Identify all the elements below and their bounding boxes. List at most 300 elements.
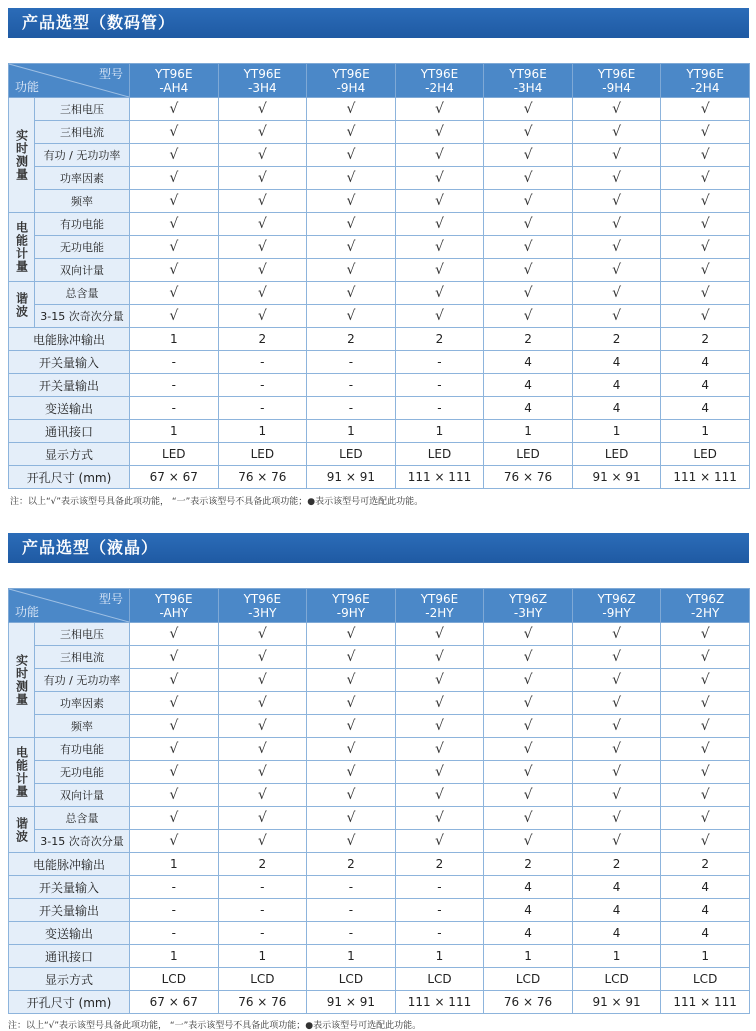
table-row [9, 98, 750, 121]
value-cell: 4 [484, 351, 573, 374]
model-suffix: -3HY [513, 605, 543, 620]
check-cell: √ [130, 144, 219, 167]
check-cell: √ [307, 715, 396, 738]
value-cell: 2 [395, 853, 484, 876]
check-cell: √ [395, 738, 484, 761]
model-series: YT96E [332, 591, 370, 606]
model-header [218, 589, 307, 623]
model-series: YT96E [243, 591, 282, 606]
check-cell: √ [218, 830, 307, 853]
row-label: 开孔尺寸 (mm) [9, 466, 130, 489]
value-cell: 4 [484, 374, 573, 397]
table-row [9, 945, 750, 968]
model-header [130, 64, 219, 98]
check-cell: √ [218, 761, 307, 784]
check-cell: √ [572, 738, 661, 761]
check-cell: √ [307, 807, 396, 830]
row-label: 三相电流 [35, 646, 130, 669]
check-cell: √ [218, 282, 307, 305]
model-header [395, 64, 484, 98]
model-suffix: -3H4 [248, 80, 277, 95]
check-cell: √ [218, 692, 307, 715]
row-label: 开关量输入 [9, 351, 130, 374]
check-cell: √ [395, 646, 484, 669]
check-cell: √ [130, 830, 219, 853]
value-cell: - [218, 374, 307, 397]
check-cell: √ [395, 692, 484, 715]
value-cell: - [218, 899, 307, 922]
table-row [9, 167, 750, 190]
group-name: 实时测量 [14, 129, 29, 181]
check-cell: √ [218, 190, 307, 213]
table-row [9, 121, 750, 144]
value-cell: 4 [572, 351, 661, 374]
row-label: 3-15 次奇次分量 [35, 305, 130, 328]
value-cell: 2 [218, 853, 307, 876]
value-cell: 1 [307, 420, 396, 443]
row-label: 三相电流 [35, 121, 130, 144]
row-label: 开关量输出 [9, 899, 130, 922]
group-name: 电能计量 [14, 221, 29, 273]
row-label: 电能脉冲输出 [9, 328, 130, 351]
value-cell: 1 [484, 945, 573, 968]
check-cell: √ [484, 830, 573, 853]
row-label: 总含量 [35, 282, 130, 305]
check-cell: √ [484, 807, 573, 830]
value-cell: - [218, 876, 307, 899]
row-label: 开关量输入 [9, 876, 130, 899]
table-row [9, 259, 750, 282]
check-cell: √ [395, 144, 484, 167]
check-cell: √ [218, 144, 307, 167]
group-label [9, 807, 35, 853]
model-header [484, 589, 573, 623]
check-cell: √ [661, 807, 750, 830]
check-cell: √ [130, 715, 219, 738]
table-row [9, 876, 750, 899]
table-row [9, 190, 750, 213]
table-row [9, 328, 750, 351]
check-cell: √ [572, 167, 661, 190]
value-cell: 67 × 67 [130, 466, 219, 489]
check-cell: √ [572, 692, 661, 715]
model-suffix: -9H4 [336, 80, 366, 95]
value-cell: LED [661, 443, 750, 466]
check-cell: √ [484, 669, 573, 692]
value-cell: - [307, 397, 396, 420]
value-cell: - [130, 374, 219, 397]
value-cell: 1 [395, 420, 484, 443]
value-cell: 91 × 91 [307, 991, 396, 1014]
check-cell: √ [130, 236, 219, 259]
check-cell: √ [484, 692, 573, 715]
value-cell: 2 [484, 853, 573, 876]
group-label [9, 623, 35, 738]
row-label: 有功电能 [35, 738, 130, 761]
value-cell: LED [218, 443, 307, 466]
check-cell: √ [130, 646, 219, 669]
check-cell: √ [572, 259, 661, 282]
check-cell: √ [130, 259, 219, 282]
model-suffix: -3H4 [513, 80, 543, 95]
table-row [9, 991, 750, 1014]
check-cell: √ [661, 715, 750, 738]
value-cell: - [130, 397, 219, 420]
check-cell: √ [307, 305, 396, 328]
check-cell: √ [307, 259, 396, 282]
check-cell: √ [130, 623, 219, 646]
value-cell: LCD [307, 968, 396, 991]
value-cell: 2 [661, 853, 750, 876]
table-row [9, 922, 750, 945]
table-row [9, 830, 750, 853]
footnote: 注：以上“√”表示该型号具备此项功能， “一”表示该型号不具备此项功能；●表示该型号可选配此功能。 [10, 497, 424, 507]
check-cell: √ [395, 305, 484, 328]
value-cell: 76 × 76 [484, 466, 573, 489]
value-cell: 111 × 111 [661, 466, 750, 489]
value-cell: 1 [661, 420, 750, 443]
value-cell: 1 [395, 945, 484, 968]
value-cell: - [130, 922, 219, 945]
check-cell: √ [130, 190, 219, 213]
table-row [9, 623, 750, 646]
header-corner [9, 64, 130, 98]
check-cell: √ [218, 236, 307, 259]
selection-table [8, 63, 750, 489]
value-cell: 76 × 76 [218, 991, 307, 1014]
check-cell: √ [130, 98, 219, 121]
check-cell: √ [130, 121, 219, 144]
check-cell: √ [661, 830, 750, 853]
row-label: 变送输出 [9, 922, 130, 945]
check-cell: √ [218, 623, 307, 646]
table-row [9, 236, 750, 259]
check-cell: √ [572, 144, 661, 167]
value-cell: 4 [661, 397, 750, 420]
check-cell: √ [572, 715, 661, 738]
check-cell: √ [307, 144, 396, 167]
check-cell: √ [484, 121, 573, 144]
check-cell: √ [661, 692, 750, 715]
check-cell: √ [661, 213, 750, 236]
table-row [9, 807, 750, 830]
check-cell: √ [307, 213, 396, 236]
header-corner [9, 589, 130, 623]
group-label [9, 738, 35, 807]
check-cell: √ [484, 259, 573, 282]
table-row [9, 899, 750, 922]
check-cell: √ [572, 646, 661, 669]
value-cell: 1 [484, 420, 573, 443]
value-cell: LCD [218, 968, 307, 991]
row-label: 有功 / 无功功率 [35, 144, 130, 167]
check-cell: √ [484, 236, 573, 259]
value-cell: 2 [661, 328, 750, 351]
section-title: 产品选型（液晶） [8, 533, 749, 563]
header-model-label: 型号 [98, 592, 123, 606]
check-cell: √ [395, 623, 484, 646]
value-cell: 4 [484, 876, 573, 899]
header-model-label: 型号 [98, 67, 123, 81]
value-cell: - [395, 876, 484, 899]
check-cell: √ [572, 761, 661, 784]
model-header [572, 64, 661, 98]
check-cell: √ [395, 669, 484, 692]
table-row [9, 646, 750, 669]
check-cell: √ [661, 738, 750, 761]
check-cell: √ [218, 715, 307, 738]
value-cell: 4 [661, 922, 750, 945]
check-cell: √ [572, 784, 661, 807]
table-row [9, 282, 750, 305]
value-cell: - [218, 922, 307, 945]
row-label: 显示方式 [9, 443, 130, 466]
value-cell: 2 [572, 328, 661, 351]
header-func-label: 功能 [15, 80, 40, 94]
model-series: YT96Z [597, 591, 636, 606]
check-cell: √ [572, 98, 661, 121]
check-cell: √ [484, 784, 573, 807]
row-label: 频率 [35, 715, 130, 738]
model-series: YT96E [155, 66, 193, 81]
table-row [9, 397, 750, 420]
check-cell: √ [307, 167, 396, 190]
check-cell: √ [661, 144, 750, 167]
value-cell: - [307, 899, 396, 922]
value-cell: 1 [307, 945, 396, 968]
value-cell: 4 [661, 374, 750, 397]
value-cell: LED [307, 443, 396, 466]
check-cell: √ [218, 784, 307, 807]
check-cell: √ [484, 305, 573, 328]
value-cell: - [395, 397, 484, 420]
check-cell: √ [218, 259, 307, 282]
model-suffix: -2H4 [690, 80, 720, 95]
row-label: 有功电能 [35, 213, 130, 236]
value-cell: 76 × 76 [218, 466, 307, 489]
check-cell: √ [307, 784, 396, 807]
model-header [572, 589, 661, 623]
group-name: 实时测量 [14, 654, 29, 706]
row-label: 电能脉冲输出 [9, 853, 130, 876]
row-label: 频率 [35, 190, 130, 213]
check-cell: √ [130, 282, 219, 305]
check-cell: √ [572, 282, 661, 305]
model-suffix: -9H4 [602, 80, 631, 95]
check-cell: √ [661, 121, 750, 144]
table-row [9, 351, 750, 374]
model-header [307, 589, 396, 623]
check-cell: √ [218, 98, 307, 121]
value-cell: LED [395, 443, 484, 466]
model-suffix: -2HY [425, 605, 454, 620]
value-cell: 4 [484, 397, 573, 420]
group-label [9, 213, 35, 282]
value-cell: 2 [572, 853, 661, 876]
model-header [484, 64, 573, 98]
value-cell: 4 [661, 899, 750, 922]
model-header [307, 64, 396, 98]
model-series: YT96E [155, 591, 193, 606]
table-row [9, 761, 750, 784]
check-cell: √ [130, 807, 219, 830]
check-cell: √ [484, 213, 573, 236]
group-name: 谐波 [14, 291, 29, 318]
value-cell: LCD [130, 968, 219, 991]
model-series: YT96E [686, 66, 724, 81]
value-cell: 67 × 67 [130, 991, 219, 1014]
value-cell: 4 [572, 922, 661, 945]
check-cell: √ [307, 282, 396, 305]
model-header [218, 64, 307, 98]
value-cell: - [395, 351, 484, 374]
value-cell: - [130, 899, 219, 922]
value-cell: 4 [484, 899, 573, 922]
value-cell: 1 [130, 328, 219, 351]
row-label: 3-15 次奇次分量 [35, 830, 130, 853]
table-row [9, 784, 750, 807]
value-cell: 1 [130, 945, 219, 968]
value-cell: - [307, 922, 396, 945]
spacer [8, 563, 749, 588]
table-row [9, 738, 750, 761]
model-suffix: -2H4 [425, 80, 454, 95]
value-cell: - [307, 876, 396, 899]
value-cell: LCD [572, 968, 661, 991]
row-label: 三相电压 [35, 98, 130, 121]
model-header [395, 589, 484, 623]
table-row [9, 144, 750, 167]
check-cell: √ [661, 784, 750, 807]
check-cell: √ [572, 305, 661, 328]
check-cell: √ [130, 761, 219, 784]
table-row [9, 968, 750, 991]
value-cell: - [130, 876, 219, 899]
value-cell: 4 [572, 374, 661, 397]
value-cell: 1 [572, 945, 661, 968]
value-cell: 4 [572, 397, 661, 420]
check-cell: √ [484, 623, 573, 646]
row-label: 双向计量 [35, 784, 130, 807]
section-title: 产品选型（数码管） [8, 8, 749, 38]
value-cell: 91 × 91 [572, 991, 661, 1014]
header-func-label: 功能 [15, 605, 40, 619]
value-cell: 2 [218, 328, 307, 351]
check-cell: √ [130, 213, 219, 236]
check-cell: √ [395, 830, 484, 853]
check-cell: √ [395, 715, 484, 738]
table-row [9, 669, 750, 692]
footnote: 注：以上“√”表示该型号具备此项功能， “一”表示该型号不具备此项功能；●表示该型号可选配此功能。 [8, 1021, 422, 1031]
check-cell: √ [307, 98, 396, 121]
selection-table [8, 588, 750, 1014]
check-cell: √ [307, 761, 396, 784]
check-cell: √ [307, 236, 396, 259]
table-row [9, 466, 750, 489]
value-cell: 91 × 91 [572, 466, 661, 489]
row-label: 三相电压 [35, 623, 130, 646]
value-cell: 4 [661, 876, 750, 899]
check-cell: √ [661, 190, 750, 213]
table-row [9, 715, 750, 738]
row-label: 总含量 [35, 807, 130, 830]
value-cell: - [218, 397, 307, 420]
value-cell: LCD [395, 968, 484, 991]
value-cell: 76 × 76 [484, 991, 573, 1014]
check-cell: √ [572, 669, 661, 692]
value-cell: 2 [484, 328, 573, 351]
check-cell: √ [130, 784, 219, 807]
row-label: 开孔尺寸 (mm) [9, 991, 130, 1014]
check-cell: √ [395, 190, 484, 213]
model-suffix: -9HY [602, 605, 631, 620]
value-cell: LCD [484, 968, 573, 991]
value-cell: 2 [307, 328, 396, 351]
value-cell: 4 [572, 876, 661, 899]
check-cell: √ [395, 167, 484, 190]
check-cell: √ [307, 692, 396, 715]
table-row [9, 853, 750, 876]
value-cell: - [218, 351, 307, 374]
row-label: 无功电能 [35, 236, 130, 259]
model-suffix: -AH4 [159, 80, 189, 95]
value-cell: 1 [572, 420, 661, 443]
table-row [9, 374, 750, 397]
row-label: 变送输出 [9, 397, 130, 420]
value-cell: 2 [395, 328, 484, 351]
check-cell: √ [572, 236, 661, 259]
group-label [9, 282, 35, 328]
check-cell: √ [661, 167, 750, 190]
check-cell: √ [218, 167, 307, 190]
value-cell: LED [130, 443, 219, 466]
check-cell: √ [395, 98, 484, 121]
model-series: YT96E [332, 66, 370, 81]
model-series: YT96Z [686, 591, 725, 606]
row-label: 通讯接口 [9, 420, 130, 443]
header-row [9, 64, 750, 98]
check-cell: √ [661, 259, 750, 282]
check-cell: √ [395, 259, 484, 282]
value-cell: - [395, 899, 484, 922]
check-cell: √ [218, 738, 307, 761]
row-label: 无功电能 [35, 761, 130, 784]
model-series: YT96Z [508, 591, 548, 606]
section-digital-tube [8, 8, 749, 507]
check-cell: √ [307, 830, 396, 853]
value-cell: 111 × 111 [395, 466, 484, 489]
check-cell: √ [572, 213, 661, 236]
check-cell: √ [395, 236, 484, 259]
check-cell: √ [130, 669, 219, 692]
model-suffix: -3HY [248, 605, 277, 620]
spacer [8, 38, 749, 63]
row-label: 开关量输出 [9, 374, 130, 397]
value-cell: 2 [307, 853, 396, 876]
check-cell: √ [661, 305, 750, 328]
check-cell: √ [661, 761, 750, 784]
table-row [9, 420, 750, 443]
table-row [9, 692, 750, 715]
value-cell: - [307, 351, 396, 374]
check-cell: √ [307, 623, 396, 646]
value-cell: 1 [661, 945, 750, 968]
check-cell: √ [218, 807, 307, 830]
value-cell: 91 × 91 [307, 466, 396, 489]
row-label: 有功 / 无功功率 [35, 669, 130, 692]
model-suffix: -9HY [336, 605, 366, 620]
value-cell: 111 × 111 [395, 991, 484, 1014]
